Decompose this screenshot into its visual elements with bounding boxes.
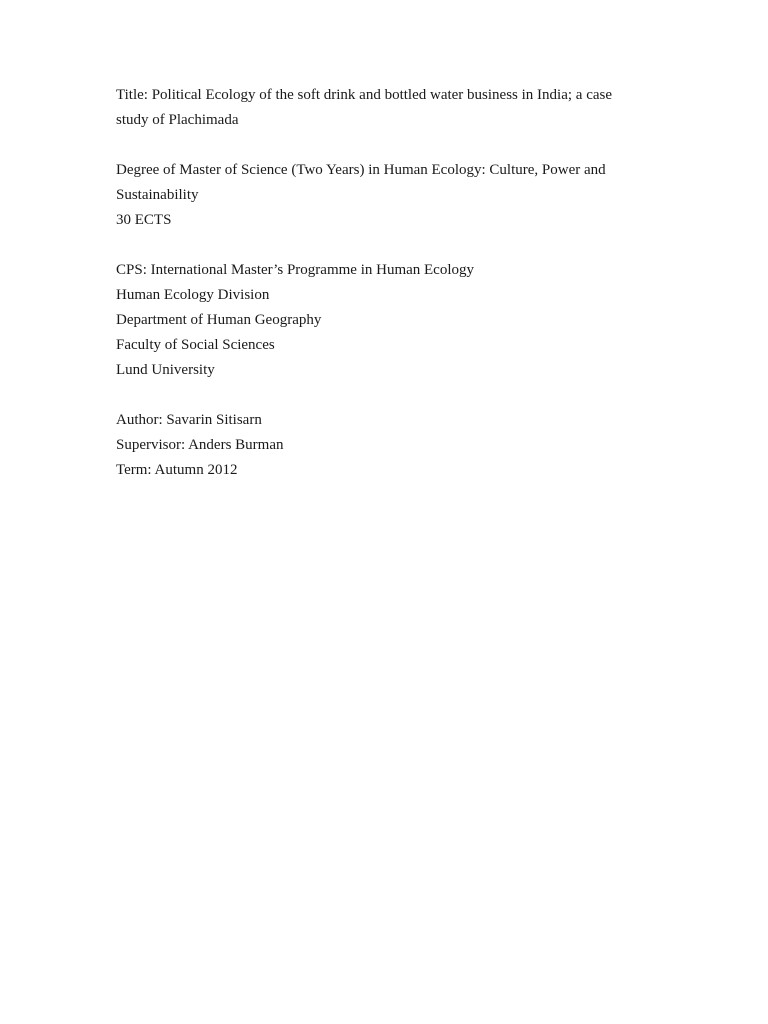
degree-block: [116, 158, 676, 233]
supervisor-line: Supervisor: Anders Burman: [116, 437, 284, 453]
title-block: [116, 83, 676, 133]
degree-line-1: Degree of Master of Science (Two Years) in Human Ecology: Culture, Power and: [116, 162, 606, 178]
faculty-line: Faculty of Social Sciences: [116, 337, 275, 353]
author-line: Author: Savarin Sitisarn: [116, 412, 262, 428]
title-line-1: Title: Political Ecology of the soft drink and bottled water business in India; a case: [116, 87, 613, 103]
credits-line: 30 ECTS: [116, 212, 172, 228]
institution-block: [116, 258, 676, 383]
programme-line: CPS: International Master’s Programme in Human Ecology: [116, 262, 475, 278]
document-page: [116, 83, 676, 508]
term-line: Term: Autumn 2012: [116, 462, 238, 478]
university-line: Lund University: [116, 362, 215, 378]
title-line-2: study of Plachimada: [116, 112, 239, 128]
degree-line-2: Sustainability: [116, 187, 199, 203]
division-line: Human Ecology Division: [116, 287, 270, 303]
department-line: Department of Human Geography: [116, 312, 322, 328]
details-block: [116, 408, 676, 483]
